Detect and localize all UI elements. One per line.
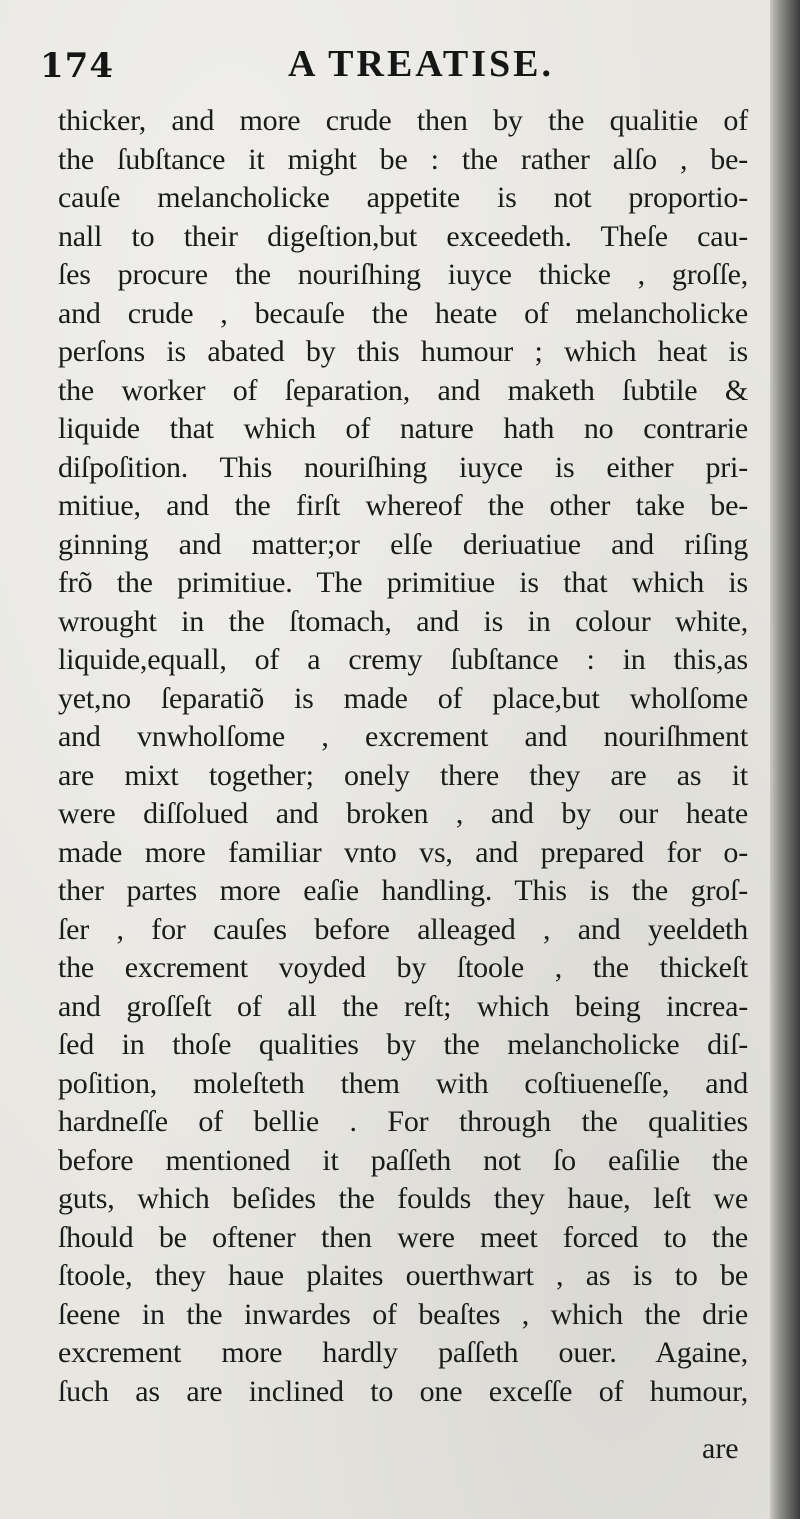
text-line: yet,no ſeparatiõ is made of place,but wholſome bbox=[58, 681, 748, 715]
text-line: wrought in the ſtomach, and is in colour white, bbox=[58, 604, 748, 638]
text-line: thicker, and more crude then by the qualitie of bbox=[58, 104, 748, 137]
text-line: cauſe melancholicke appetite is not proportio- bbox=[58, 181, 748, 214]
page-number: 174 bbox=[40, 46, 114, 86]
text-line: ſeene in the inwardes of beaſtes , which the drie bbox=[58, 1297, 748, 1331]
text-line: excrement more hardly paſſeth ouer. Againe, bbox=[58, 1336, 748, 1369]
text-line: ſed in thoſe qualities by the melancholicke diſ- bbox=[58, 1028, 748, 1061]
page-header bbox=[40, 38, 740, 98]
text-line: hardneſſe of bellie . For through the qualities bbox=[58, 1105, 748, 1138]
text-line: ginning and matter;or elſe deriuatiue and riſing bbox=[58, 527, 748, 561]
text-line: mitiue, and the firſt whereof the other take be- bbox=[58, 489, 748, 522]
text-line: ſuch as are inclined to one exceſſe of humour, bbox=[58, 1374, 748, 1408]
text-line: ther partes more eaſie handling. This is the groſ- bbox=[58, 874, 748, 907]
catchword: are bbox=[702, 1432, 739, 1465]
text-line: before mentioned it paſſeth not ſo eaſilie the bbox=[58, 1143, 748, 1177]
text-line: perſons is abated by this humour ; which heat is bbox=[58, 335, 748, 368]
text-line: and crude , becauſe the heate of melancholicke bbox=[58, 296, 748, 330]
text-line: were diſſolued and broken , and by our heate bbox=[58, 797, 748, 830]
text-line: liquide,equall, of a cremy ſubſtance : in this,as bbox=[58, 643, 748, 676]
text-line: are mixt together; onely there they are as it bbox=[58, 758, 748, 792]
text-line: made more familiar vnto vs, and prepared for o- bbox=[58, 835, 748, 869]
text-line: the worker of ſeparation, and maketh ſubtile & bbox=[58, 373, 748, 407]
text-line: diſpoſition. This nouriſhing iuyce is either pri- bbox=[58, 450, 748, 484]
text-line: ſer , for cauſes before alleaged , and yeeldeth bbox=[58, 912, 748, 946]
text-line: poſition, moleſteth them with coſtiueneſſe, and bbox=[58, 1066, 748, 1100]
text-line: nall to their digeſtion,but exceedeth. Theſe cau- bbox=[58, 219, 748, 253]
text-line: the ſubſtance it might be : the rather alſo , be- bbox=[58, 142, 748, 176]
text-line: frõ the primitiue. The primitiue is that which is bbox=[58, 566, 748, 599]
text-line: ſhould be oftener then were meet forced to the bbox=[58, 1220, 748, 1254]
page-edge-shadow bbox=[770, 0, 800, 1519]
text-line: ſes procure the nouriſhing iuyce thicke , groſſe, bbox=[58, 258, 748, 291]
body-text bbox=[58, 102, 748, 1411]
text-line: guts, which beſides the foulds they haue, leſt we bbox=[58, 1182, 748, 1215]
text-line: and groſſeſt of all the reſt; which being increa- bbox=[58, 989, 748, 1023]
text-line: liquide that which of nature hath no contrarie bbox=[58, 412, 748, 445]
running-head: A TREATISE. bbox=[288, 43, 555, 85]
text-line: and vnwholſome , excrement and nouriſhment bbox=[58, 720, 748, 753]
text-line: ſtoole, they haue plaites ouerthwart , as is to be bbox=[58, 1259, 748, 1292]
text-line: the excrement voyded by ſtoole , the thickeſt bbox=[58, 951, 748, 984]
